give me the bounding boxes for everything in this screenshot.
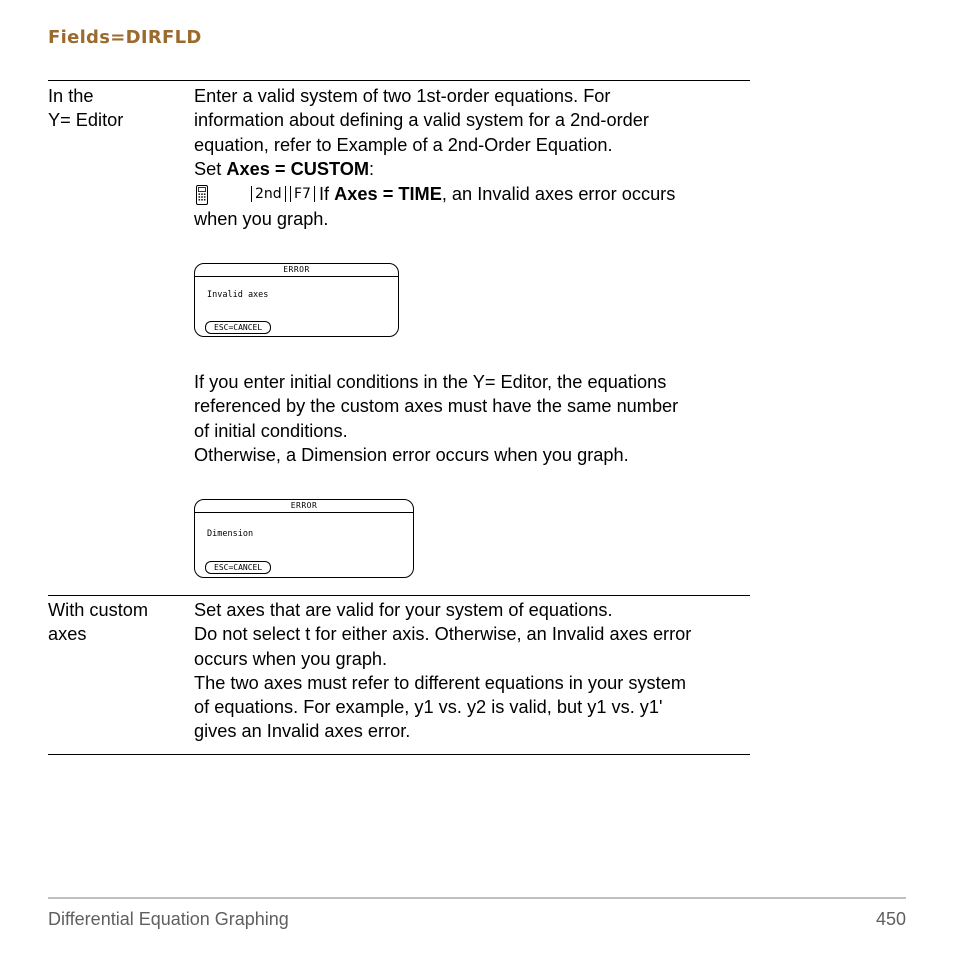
- error-dialog-dimension: [194, 499, 414, 578]
- if-prefix: If: [319, 184, 335, 204]
- table-row-divider: [48, 595, 750, 596]
- text-line: of initial conditions.: [194, 420, 348, 441]
- dialog-title: ERROR: [195, 264, 398, 277]
- row1-paragraph: [194, 84, 649, 181]
- dialog-title: ERROR: [195, 500, 413, 513]
- section-heading: Fields=DIRFLD: [48, 27, 202, 48]
- text-line: information about defining a valid system for a 2nd-order: [194, 110, 649, 131]
- footer-title: Differential Equation Graphing: [48, 909, 289, 929]
- footer-rule: [48, 897, 906, 899]
- row2-paragraph: [194, 598, 691, 744]
- text-line: Do not select t for either axis. Otherwise, an Invalid axes error: [194, 624, 692, 645]
- if-axes-time-line: [319, 182, 675, 206]
- row1-label-line: Y= Editor: [48, 110, 124, 131]
- table-bottom-rule: [48, 754, 750, 755]
- text-line: equation, refer to Example of a 2nd-Order Equation.: [194, 134, 613, 155]
- row2-label: [48, 598, 148, 647]
- calculator-icon: [196, 185, 208, 205]
- text-line: If you enter initial conditions in the Y= Editor, the equations: [194, 372, 667, 392]
- key-f7: F7: [290, 186, 315, 202]
- text-line: of equations. For example, y1 vs. y2 is valid, but y1 vs. y1': [194, 697, 663, 718]
- row2-label-line: With custom: [48, 600, 149, 620]
- esc-cancel-button[interactable]: ESC=CANCEL: [205, 321, 271, 334]
- text-line: Set axes that are valid for your system of equations.: [194, 600, 613, 620]
- dialog-message: Invalid axes: [207, 290, 269, 300]
- page-number: 450: [875, 909, 906, 929]
- error-dialog-invalid-axes: [194, 263, 399, 337]
- set-axes-prefix: Set: [194, 158, 227, 179]
- if-bold: Axes = TIME: [334, 184, 442, 204]
- text-line: The two axes must refer to different equations in your system: [194, 672, 686, 693]
- if-suffix: , an Invalid axes error occurs: [441, 184, 676, 204]
- dialog-message: Dimension: [207, 529, 254, 539]
- esc-cancel-button[interactable]: ESC=CANCEL: [205, 561, 271, 574]
- text-line: occurs when you graph.: [194, 648, 388, 669]
- row1-label: [48, 84, 123, 133]
- row2-label-line: axes: [48, 624, 87, 645]
- text-line: Otherwise, a Dimension error occurs when you graph.: [194, 444, 629, 465]
- text-line: gives an Invalid axes error.: [194, 721, 411, 742]
- row1-label-line: In the: [48, 86, 94, 106]
- text-line: Enter a valid system of two 1st-order equations. For: [194, 86, 611, 106]
- set-axes-suffix: :: [369, 158, 375, 179]
- if-line-continuation: when you graph.: [194, 209, 329, 229]
- set-axes-line: [194, 157, 649, 181]
- row1-paragraph-2: [194, 370, 678, 467]
- set-axes-bold: Axes = CUSTOM: [226, 158, 370, 179]
- table-top-rule: [48, 80, 750, 81]
- key-2nd: 2nd: [251, 186, 286, 202]
- text-line: referenced by the custom axes must have the same number: [194, 396, 679, 417]
